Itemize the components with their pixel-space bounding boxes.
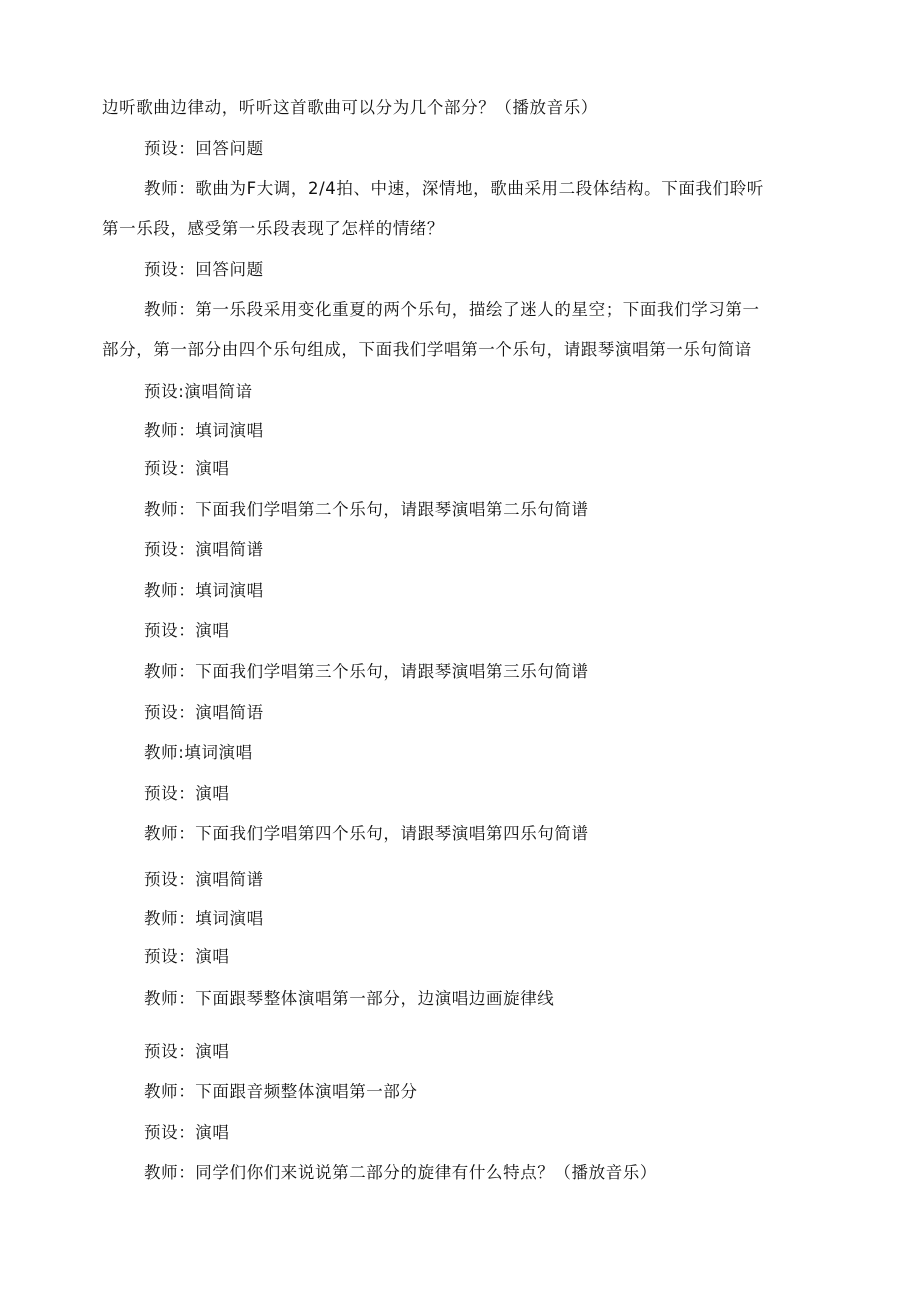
paragraph-line: 预设：演唱简语 [144,703,264,722]
paragraph-line: 教师：下面我们学唱第二个乐句，请跟琴演唱第二乐句简谱 [144,500,589,519]
paragraph-line: 预设：演唱 [144,459,230,478]
paragraph-line: 教师：下面跟琴整体演唱第一部分，边演唱边画旋律线 [144,989,555,1008]
paragraph-line: 第一乐段，感受第一乐段表现了怎样的情绪？ [102,219,444,238]
paragraph-line: 教师：同学们你们来说说第二部分的旋律有什么特点？（播放音乐） [144,1163,657,1182]
paragraph-line: 预设：演唱简谱 [144,540,264,559]
paragraph-line: 教师：下面我们学唱第三个乐句，请跟琴演唱第三乐句简谱 [144,662,589,681]
paragraph-line: 教师：第一乐段采用变化重夏的两个乐句，描绘了迷人的星空；下面我们学习第一 [144,300,760,319]
paragraph-line: 预设：演唱简谱 [144,870,264,889]
paragraph-line: 教师：下面我们学唱第四个乐句，请跟琴演唱第四乐句简谱 [144,824,589,843]
paragraph-line: 边听歌曲边律动，听听这首歌曲可以分为几个部分？（播放音乐） [102,98,598,117]
paragraph-line: 部分，第一部分由四个乐句组成，下面我们学唱第一个乐句，请跟琴演唱第一乐句简谙 [102,340,752,359]
paragraph-line: 预设：演唱 [144,1123,230,1142]
paragraph-line: 教师:填词演唱 [144,743,253,762]
paragraph-line: 教师：填词演唱 [144,909,264,928]
paragraph-line: 预设：演唱 [144,947,230,966]
paragraph-line: 教师：填词演唱 [144,421,264,440]
paragraph-line: 教师：歌曲为F大调，2/4拍、中速，深情地，歌曲采用二段体结构。下面我们聆听 [144,179,764,198]
paragraph-line: 预设:演唱简谙 [144,382,253,401]
paragraph-line: 预设：回答问题 [144,139,264,158]
paragraph-line: 预设：演唱 [144,621,230,640]
paragraph-line: 预设：回答问题 [144,260,264,279]
paragraph-line: 教师：下面跟音频整体演唱第一部分 [144,1082,418,1101]
paragraph-line: 预设：演唱 [144,1042,230,1061]
paragraph-line: 教师：填词演唱 [144,581,264,600]
paragraph-line: 预设：演唱 [144,784,230,803]
